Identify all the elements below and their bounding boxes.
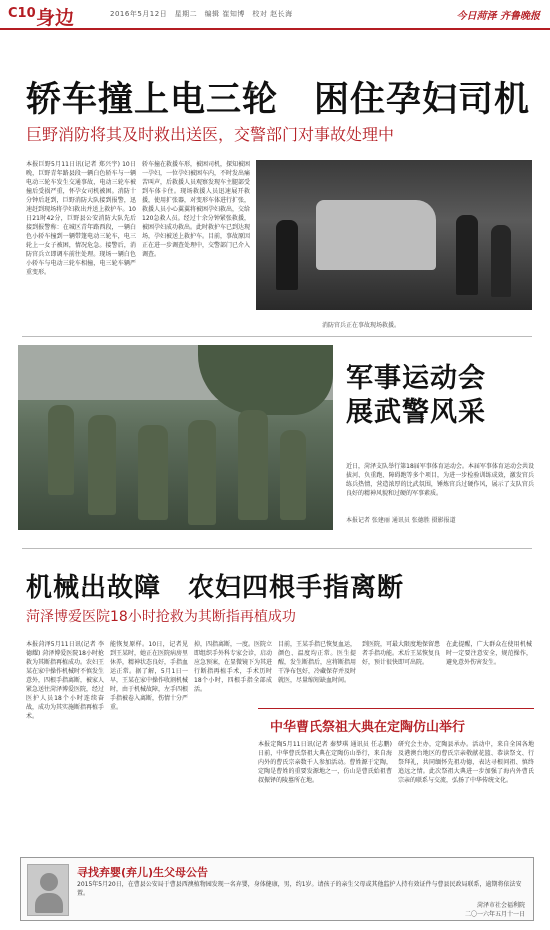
story3-column-5: 到医院，可最大限度地保留患者手指功能。术后王某恢复良好，预计很快即可出院。 [362, 641, 441, 666]
story2-headline [346, 362, 486, 430]
page-number: C10 [8, 6, 36, 21]
soldier-silhouette [88, 415, 116, 515]
foundling-notice [20, 857, 534, 921]
section-divider [22, 336, 532, 337]
issue-meta: 2016年5月12日 星期二 编辑 崔知博 校对 赵长海 [110, 10, 293, 18]
story3-column-4: 目前，王某手指已恢复血运，颜色、温度均正常。医生提醒，发生断指后，应将断指用干净布包好，冷藏保存并及时就医，尽量缩短缺血时间。 [278, 641, 357, 684]
soldier-silhouette [238, 410, 268, 520]
notice-issuer: 菏泽市社会福利院 [476, 902, 525, 909]
story1-column-2: 轿车撞在救援车形，被困司机，探知被困一孕妇，一位孕妇被困车内，不时发出痛苦叫声，后救援人员观察发现车主腿部受到车体卡住。现场救援人员迅速展开救援，使用扩张器，对变形车体进行扩张，救援人员小心翼翼将被困孕妇救出，交给120急救人员。经过十余分钟紧张救援，被困孕妇成功救出。此时救护车已到达现场，孕妇被送上救护车。目前，事故原因正在进一步调查处理中，交警部门已介入调查。 [142, 161, 251, 258]
story4-headline: 中华曹氏祭祖大典在定陶仿山举行 [270, 720, 466, 735]
story1-subhead: 巨野消防将其及时救出送医，交警部门对事故处理中 [26, 125, 395, 144]
story3-column-2: 能恢复原样。10日，记者见到王某时，她正在医院病房里休养，精神状态良好，手指血运正常。据了解，5月1日一早，王某在家中操作收割机械时，由于机械故障，左手四根手指被卷入离断，伤情十分严重。 [110, 641, 189, 711]
story3-subhead: 菏泽博爱医院18小时抢救为其断指再植成功 [26, 609, 296, 625]
notice-title: 寻找弃婴(弃儿)生父母公告 [77, 866, 209, 879]
story3-column-3: 掉，四指离断，一度。医院立即组织手外科专家会诊，启动应急预案，在显微镜下为其进行断指再植手术，手术历时18个小时，四根手指全部成活。 [194, 641, 273, 693]
person-icon [27, 864, 69, 916]
soldier-silhouette [48, 405, 74, 495]
person-silhouette [491, 225, 511, 297]
tree-shape [198, 345, 333, 415]
story1-headline: 轿车撞上电三轮 困住孕妇司机 [26, 80, 531, 120]
story4-top-rule [258, 708, 534, 709]
story2-headline-line2: 展武警风采 [346, 397, 486, 428]
story3-headline: 机械出故障 农妇四根手指离断 [26, 573, 405, 603]
soldier-silhouette [188, 420, 216, 525]
story3-column-6: 在此提醒，广大群众在使用机械时一定要注意安全，规范操作，避免意外伤害发生。 [446, 641, 532, 666]
soldier-silhouette [280, 430, 306, 520]
accident-rescue-photo [256, 160, 532, 310]
story4-column-2: 研究会主办，定陶县承办。活动中，来自全国各地及港澳台地区的曹氏宗亲敬献花篮、恭读祭文、行祭拜礼，共同缅怀先祖功德，表达寻根问祖、慎终追远之情。此次祭祖大典进一步加强了海内外曹氏宗亲的联系与交流，弘扬了中华传统文化。 [398, 741, 534, 784]
tug-of-war-photo [18, 345, 333, 530]
soldier-silhouette [138, 425, 168, 520]
story2-headline-line1: 军事运动会 [346, 363, 486, 394]
story1-photo-caption: 消防官兵正在事故现场救援。 [322, 322, 401, 329]
person-silhouette [456, 215, 478, 295]
story2-body: 近日，菏泽支队举行第18届军事体育运动会。本届军事体育运动会共设拔河、负重跑、障碍跑等多个项目，为进一步检验训练成效，激发官兵练兵热情，营造浓厚的比武氛围，锤炼官兵过硬作风，展示了支队官兵良好的精神风貌和过硬的军事素质。 [346, 463, 534, 497]
section-title: 身边 [36, 7, 75, 29]
notice-body: 2015年5月20日，在曹县公安局于曹县西澳植物园发现一名弃婴，身体健康，男，约1岁。请孩子的亲生父母或其他监护人持有效证件与曹县民政局联系，逾期将依法安置。 [77, 881, 522, 897]
page-header [0, 0, 550, 30]
story2-byline: 本报记者 张建丽 通讯员 张德胜 摄影报道 [346, 517, 456, 524]
story1-column-1: 本报巨野5月11日讯(记者 郑兴宇) 10日晚，巨野青年路县段一辆白色轿车与一辆电动三轮车发生交通事故，电动三轮车被撞后受损严重，怀孕女司机被困。消防十分钟后赶到，巨野消防大队接到报警，迅速赶到现场将孕妇救出并送上救护车。10日21时42分，巨野县公安消防大队先后接到报警称：在城区青年路西段，一辆白色小轿车撞到一辆带篷电动三轮车，电三轮上一女子被困，情况危急。接警后，消防官兵立即调车前往处理。现场一辆白色小轿车与电动三轮车相撞，电三轮车辆严重变形。 [26, 161, 136, 276]
story4-column-1: 本报定陶5月11日讯(记者 秦梦琪 通讯员 任志鹏) 日前，中华曹氏祭祖大典在定陶仿山举行，来自海内外的曹氏宗亲数千人参加活动。曹姓源于定陶，定陶是曹姓的重要发源地之一，仿山是曹氏始祖曹叔振铎的陵墓所在地。 [258, 741, 392, 784]
story3-column-1: 本报菏泽5月11日讯(记者 李德耀) 菏泽博爱医院18小时抢救为其断指再植成功。农妇王某在家中操作机械时不慎发生意外，四根手指离断，被家人紧急送往菏泽博爱医院，经过医护人员18个小时连续奋战，成功为其实施断指再植手术。 [26, 641, 105, 720]
notice-date: 二〇一六年五月十一日 [464, 911, 525, 918]
newspaper-logo: 今日菏泽 齐鲁晚报 [456, 11, 540, 22]
car-shape [316, 200, 436, 270]
person-silhouette [276, 220, 298, 290]
section-divider [22, 548, 532, 549]
